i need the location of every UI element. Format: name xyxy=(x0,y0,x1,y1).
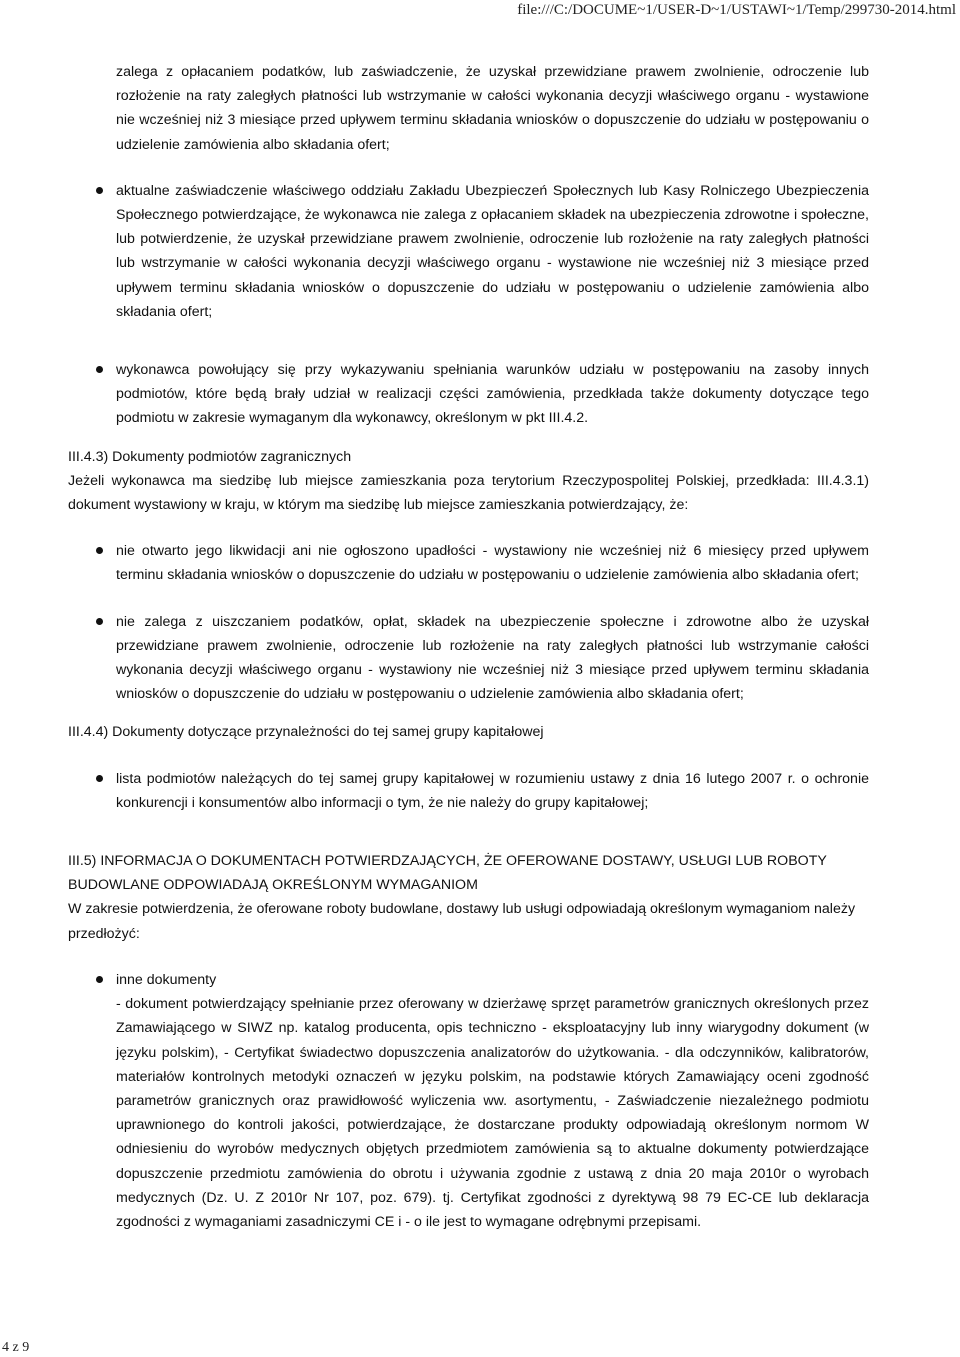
page-number: 4 z 9 xyxy=(2,1340,30,1355)
bullet-icon xyxy=(96,366,103,373)
document-content xyxy=(68,60,869,1234)
list-item-other-documents xyxy=(116,968,869,1234)
bullet-icon xyxy=(96,775,103,782)
list-item-body: - dokument potwierdzający spełnianie przez oferowany w dzierżawę sprzęt parametrów granicznych określonych przez Zamawiającego w SIWZ np. katalog producenta, opis techniczno - eksploatacyjny lub inny wiarygodny dokument (w języku polskim), - Certyfikat świadectwo dopuszczenia analizatorów do użytkowania. - dla odczynników, kalibratorów, materiałów kontrolnych metodyki oznaczeń w języku polskim, na podstawie których Zamawiający oceni zgodność parametrów granicznych oraz prawidłowość wyliczenia ww. asortymentu, - Zaświadczenie niezależnego podmiotu uprawnionego do kontroli jakości, potwierdzające, że dostarczane produkty odpowiadają określonym normom W odniesieniu do wyrobów medycznych objętych przedmiotem zamówienia są to aktualne dokumenty potwierdzające dopuszczenie przedmiotu zamówienia do obrotu i używania zgodnie z ustawą z dnia 20 maja 2010r o wyrobach medycznych (Dz. U. Z 2010r Nr 107, poz. 679). tj. Certyfikat zgodności z dyrektywą 98 79 EC-CE lub deklaracja zgodności z wymaganiami zasadniczymi CE i - o ile jest to wymagane odrębnymi przepisami. xyxy=(116,996,869,1230)
continuation-paragraph xyxy=(116,60,869,157)
file-url-header: file:///C:/DOCUME~1/USER-D~1/USTAWI~1/Temp/299730-2014.html xyxy=(517,2,956,18)
section-intro-433: Jeżeli wykonawca ma siedzibę lub miejsce zamieszkania poza terytorium Rzeczypospolitej Polskiej, przedkłada: III.4.3.1) dokument wystawiony w kraju, w którym ma siedzibę lub miejsce zamieszkania potwierdzający, że: xyxy=(68,472,869,514)
bullet-icon xyxy=(96,976,103,983)
list-item-text: aktualne zaświadczenie właściwego oddziału Zakładu Ubezpieczeń Społecznych lub Kasy Rolniczego Ubezpieczenia Społecznego potwierdzające, że wykonawca nie zalega z opłacaniem składek na ubezpieczenia zdrowotne i społeczne, lub potwierdzenie, że uzyskał przewidziane prawem zwolnienie, odroczenie lub rozłożenie na raty zaległych płatności lub wstrzymanie w całości wykonania decyzji właściwego organu - wystawione nie wcześniej niż 3 miesiące przed upływem terminu składania wniosków o dopuszczenie do udziału w postępowaniu o udzielenie zamówienia albo składania ofert; xyxy=(116,182,869,320)
list-item-liquidation xyxy=(116,539,869,587)
bullet-icon xyxy=(96,187,103,194)
list-item-zus xyxy=(116,179,869,324)
section-heading-433: III.4.3) Dokumenty podmiotów zagranicznych xyxy=(68,448,352,465)
bullet-icon xyxy=(96,547,103,554)
list-item-text: nie otwarto jego likwidacji ani nie ogłoszono upadłości - wystawiony nie wcześniej niż 6 miesięcy przed upływem terminu składania wniosków o dopuszczenie do udziału w postępowaniu o udzielenie zamówienia albo składania ofert; xyxy=(116,543,869,584)
list-item-other-entities xyxy=(116,358,869,431)
section-heading-35: III.5) INFORMACJA O DOKUMENTACH POTWIERDZAJĄCYCH, ŻE OFEROWANE DOSTAWY, USŁUGI LUB ROBOTY BUDOWLANE ODPOWIADAJĄ OKREŚLONYM WYMAGANIOM xyxy=(68,853,827,894)
section-intro-35: W zakresie potwierdzenia, że oferowane roboty budowlane, dostawy lub usługi odpowiadają określonym wymaganiom należy przedłożyć: xyxy=(68,901,856,942)
list-item-text: wykonawca powołujący się przy wykazywaniu spełniania warunków udziału w postępowaniu na zasoby innych podmiotów, które będą brały udział w realizacji części zamówienia, przedkłada także dokumenty dotyczące tego podmiotu w zakresie wymaganym dla wykonawcy, określonym w pkt III.4.2. xyxy=(116,362,869,427)
list-item-title: inne dokumenty xyxy=(116,971,217,988)
section-heading-444: III.4.4) Dokumenty dotyczące przynależności do tej samej grupy kapitałowej xyxy=(68,724,544,741)
bullet-icon xyxy=(96,618,103,625)
list-item-taxes xyxy=(116,610,869,707)
list-item-capital-group xyxy=(116,767,869,815)
list-item-text: lista podmiotów należących do tej samej grupy kapitałowej w rozumieniu ustawy z dnia 16 lutego 2007 r. o ochronie konkurencji i konsumentów albo informacji o tym, że nie należy do grupy kapitałowej; xyxy=(116,770,869,811)
list-item-text: nie zalega z uiszczaniem podatków, opłat, składek na ubezpieczenie społeczne i zdrowotne albo że uzyskał przewidziane prawem zwolnienie, odroczenie lub rozłożenie na raty zaległych płatności lub wstrzymanie całości wykonania decyzji właściwego organu - wystawiony nie wcześniej niż 3 miesiące przed upływem terminu składania wniosków o dopuszczenie do udziału w postępowaniu o udzielenie zamówienia albo składania ofert; xyxy=(116,613,869,703)
continuation-text: zalega z opłacaniem podatków, lub zaświadczenie, że uzyskał przewidziane prawem zwolnienie, odroczenie lub rozłożenie na raty zaległych płatności lub wstrzymanie w całości wykonania decyzji właściwego organu - wystawione nie wcześniej niż 3 miesiące przed upływem terminu składania wniosków o dopuszczenie do udziału w postępowaniu o udzielenie zamówienia albo składania ofert; xyxy=(116,64,869,153)
